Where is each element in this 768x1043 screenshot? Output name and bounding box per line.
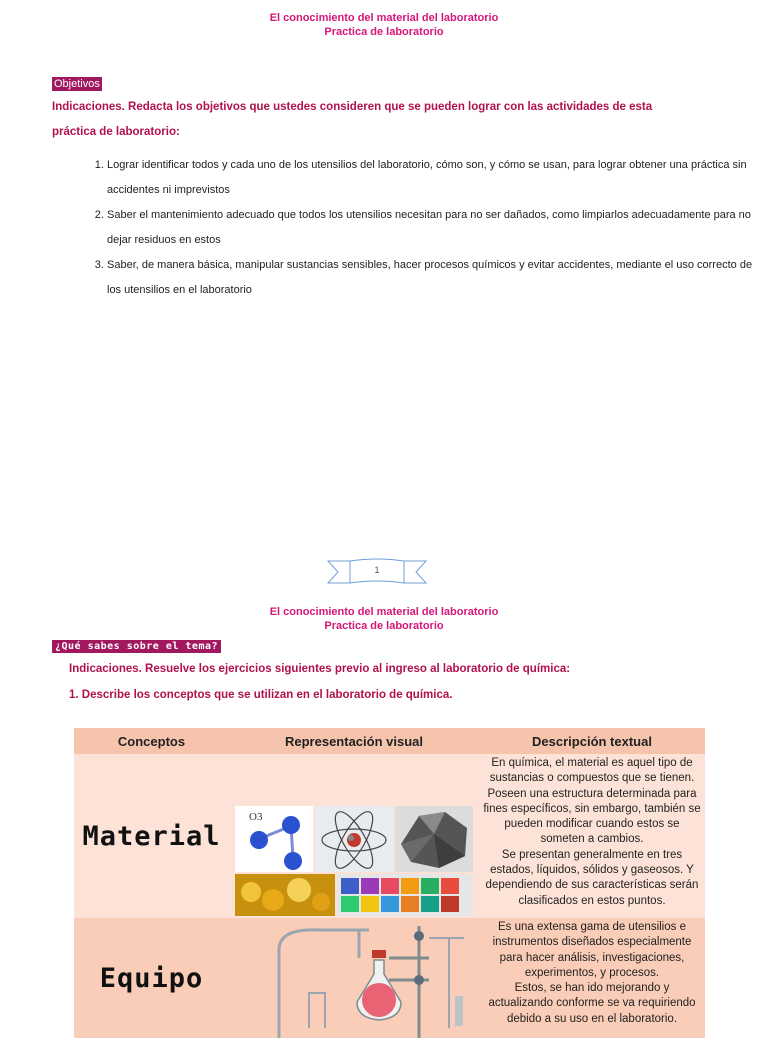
concepts-table [74,728,705,1038]
objective-item: 3. Saber, de manera básica, manipular sustancias sensibles, hacer procesos químicos y evitar accidentes, mediante el uso correcto de los utensilios en el laboratorio [107,253,767,303]
page1-indicaciones: Indicaciones. Redacta los objetivos que ustedes consideren que se pueden lograr con las actividades de esta práctica de laboratorio: [52,101,653,138]
material-description-text: En química, el material es aquel tipo de sustancias o compuestos que se tienen. Poseen una estructura determinada para fines específicos, sin embargo, también se pueden modificar cuando estos se someten a cambios. Se presentan generalmente en tres estados, líquidos, sólidos y gaseosos. Y dependiendo de sus características serán clasificados en estos puntos. [483,757,701,907]
material-visual [229,754,479,918]
objetivos-label: Objetivos [54,78,100,90]
table-row [74,754,705,918]
tema-label: ¿Qué sabes sobre el tema? [52,640,221,653]
header-representacion: Representación visual [285,733,423,749]
concept-material: Material [82,820,221,852]
lab-equipment-icon [229,918,479,1038]
page1-header-subtitle: Practica de laboratorio [324,26,444,38]
material-description [479,754,705,918]
equipo-visual [229,918,479,1038]
page2-header-title: El conocimiento del material del laboratorio [269,606,499,618]
page1-header-title: El conocimiento del material del laboratorio [269,12,499,24]
table-row [74,918,705,1038]
question-1: 1. Describe los conceptos que se utilizan en el laboratorio de química. [69,689,453,701]
equipo-description-text: Es una extensa gama de utensilios e instrumentos diseñados especialmente para hacer análisis, investigaciones, experimentos, y procesos. Estos, se han ido mejorando y actualizando conforme se va requiriendo debido a su uso en el laboratorio. [488,921,696,1025]
material-images [229,754,479,918]
objective-item: 1. Lograr identificar todos y cada uno de los utensilios del laboratorio, cómo son, y cómo se usan, para lograr obtener una práctica sin accidentes ni imprevistos [107,153,767,203]
objectives-list [52,153,767,303]
page2-header-subtitle: Practica de laboratorio [324,620,444,632]
ozone-label: O3 [249,811,263,823]
page2-indicaciones: Indicaciones. Resuelve los ejercicios siguientes previo al ingreso al laboratorio de química: [69,663,571,675]
page-number-ribbon [326,556,428,588]
table-header [74,728,705,754]
equipo-description [479,918,705,1038]
header-conceptos: Conceptos [117,733,186,749]
concept-equipo: Equipo [99,962,204,994]
header-descripcion: Descripción textual [532,733,652,749]
objective-item: 2. Saber el mantenimiento adecuado que todos los utensilios necesitan para no ser dañados, como limpiarlos adecuadamente para no dejar residuos en estos [107,203,767,253]
page-number: 1 [374,565,380,575]
